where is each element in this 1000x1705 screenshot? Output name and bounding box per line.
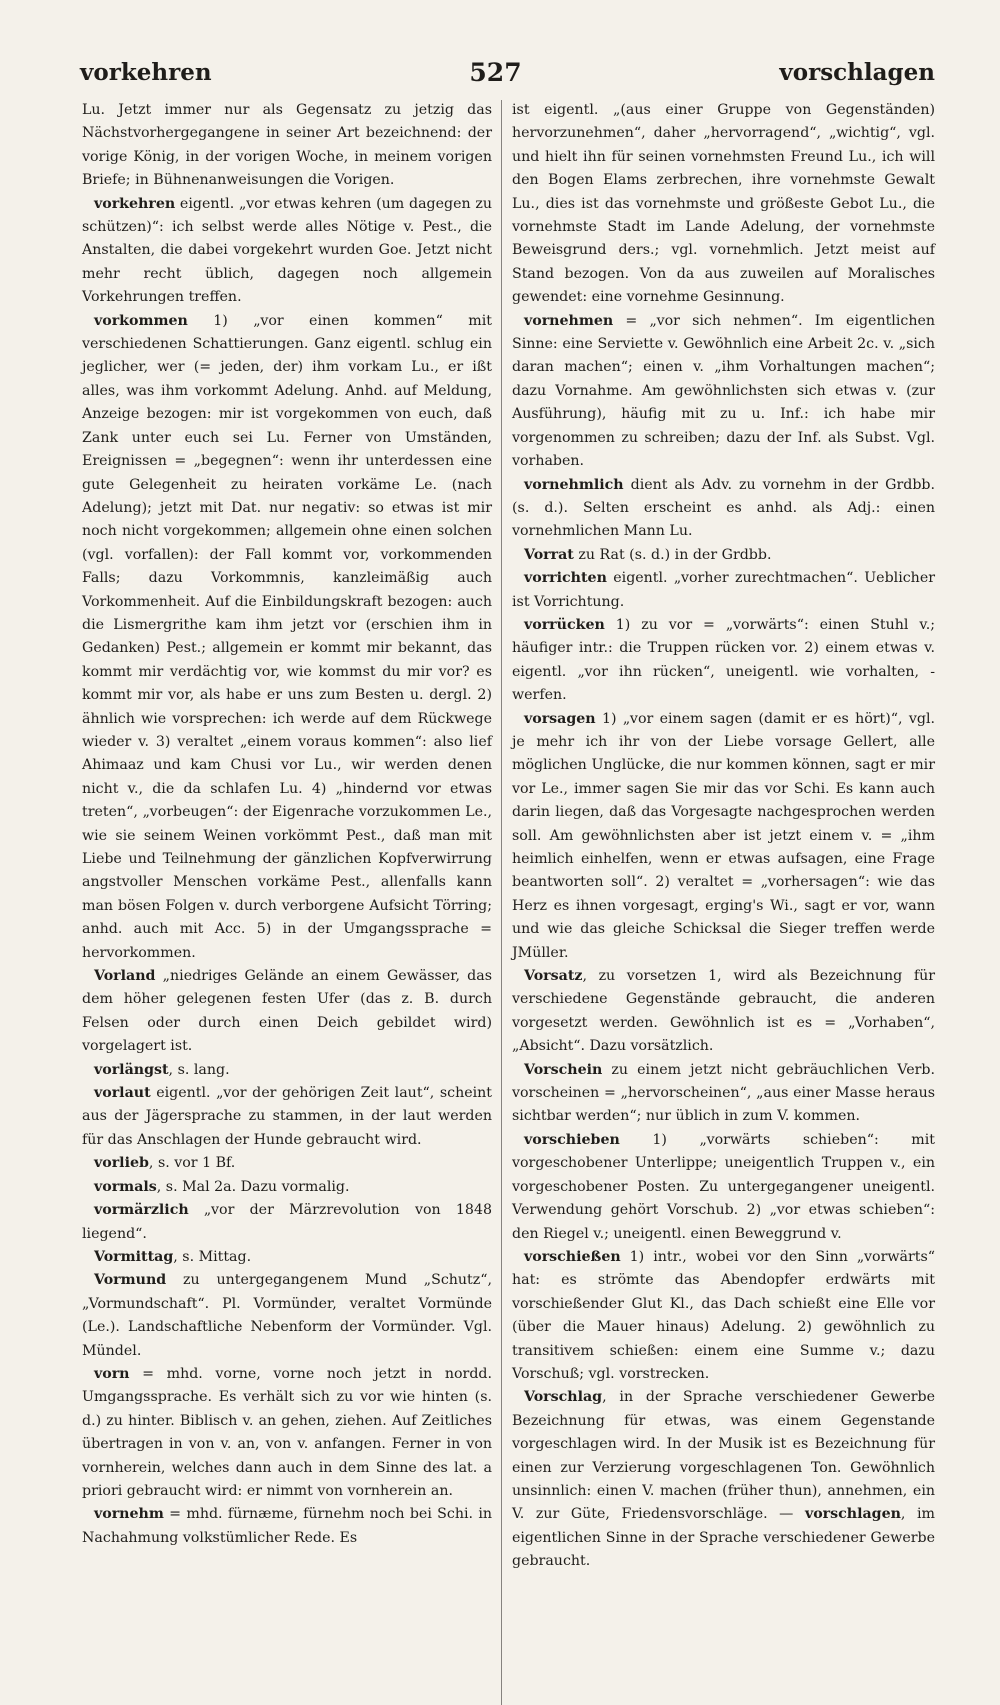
entry-lemma: vorschieben xyxy=(524,1131,620,1148)
entry-lemma: Vormund xyxy=(94,1272,167,1289)
dictionary-entry xyxy=(512,474,935,544)
dictionary-entry xyxy=(82,1152,492,1175)
dictionary-entry xyxy=(82,193,492,310)
entry-text: , s. Mal 2a. Dazu vormalig. xyxy=(156,1178,350,1195)
right-column xyxy=(512,99,935,1574)
dictionary-entry xyxy=(512,965,935,1059)
entry-text: 1) „vor einem sagen (damit er es hört)“, vgl. je mehr ich ihr von der Liebe vorsage Gellert, alle möglichen Unglücke, die nur kommen können, sagt er mir vor Le., immer sagen Sie mir das vor Schi. Es kann auch darin liegen, daß das Vorgesagte nachgesprochen werden soll. Am gewöhnlichsten aber ist jetzt einem v. = „ihm heimlich einhelfen, wenn er etwas aufsagen, eine Frage beantworten soll“. 2) veraltet = „vorhersagen“: wie das Herz es ihnen vorgesagt, erging's Wi., sagt er vor, wann und wie das gleiche Schicksal die Sieger treffen werde JMüller. xyxy=(512,710,935,961)
entry-text: zu untergegangenem Mund „Schutz“, „Vormundschaft“. Pl. Vormünder, veraltet Vormünde (Le.). Landschaftliche Nebenform der Vormünder. Vgl. Mündel. xyxy=(82,1272,492,1359)
entry-lemma: vorrücken xyxy=(524,616,605,633)
entry-lemma: Vormittag xyxy=(94,1248,174,1265)
entry-text: 1) „vorwärts schieben“: mit vorgeschobener Unterlippe; uneigentlich Truppen v., ein vorgeschobener Posten. Zu untergegangener uneigentl. Verwendung gehört Vorschub. 2) „vor etwas schieben“: den Riegel v.; uneigentl. einen Beweggrund v. xyxy=(512,1131,935,1242)
entry-lemma: vorrichten xyxy=(524,570,607,587)
entry-text: eigentl. „vorher zurechtmachen“. Ueblicher ist Vorrichtung. xyxy=(512,570,935,610)
entry-text: „vor der Märzrevolution von 1848 liegend“. xyxy=(82,1202,492,1242)
entry-text: , im eigentlichen Sinne in der Sprache verschiedener Gewerbe gebraucht. xyxy=(512,1506,935,1570)
entry-text: 1) zu vor = „vorwärts“: einen Stuhl v.; häufiger intr.: die Truppen rücken vor. 2) einem etwas v. eigentl. „vor ihn rücken“, uneigentl. wie vorhalten, -werfen. xyxy=(512,616,935,704)
entry-text: , zu vorsetzen 1, wird als Bezeichnung für verschiedene Gegenstände gebraucht, die anderen vorgesetzt werden. Gewöhnlich ist es = „Vorhaben“, „Absicht“. Dazu vorsätzlich. xyxy=(512,968,935,1055)
entry-text: = mhd. vorne, vorne noch jetzt in nordd. Umgangssprache. Es verhält sich zu vor wie hinten (s. d.) zu hinter. Biblisch v. an gehen, ziehen. Auf Zeitliches übertragen in von v. an, von v. anfangen. Ferner in von vornherein, welches dann auch in dem Sinne des lat. a priori gebraucht wird: er nimmt von vornherein an. xyxy=(82,1365,492,1499)
left-column xyxy=(82,99,492,1550)
entry-lemma: vorschießen xyxy=(524,1248,621,1265)
entry-lemma: vorlängst xyxy=(94,1061,169,1078)
entry-text: zu Rat (s. d.) in der Grdbb. xyxy=(573,546,772,563)
entry-lemma: vormals xyxy=(94,1178,157,1195)
dictionary-entry xyxy=(512,567,935,614)
dictionary-entry xyxy=(512,1246,935,1386)
dictionary-entry xyxy=(512,1059,935,1129)
left-running-headword: vorkehren xyxy=(80,58,212,86)
dictionary-entry xyxy=(82,965,492,1059)
entry-text: 1) intr., wobei vor den Sinn „vorwärts“ hat: es strömte das Abendopfer erdwärts mit vorschießender Glut Kl., das Dach schießt eine Elle vor (über die Mauer hinaus) Adelung. 2) gewöhnlich zu transitivem schießen: einem eine Summe v.; dazu Vorschuß; vgl. vorstrecken. xyxy=(512,1248,935,1382)
dictionary-entry xyxy=(82,1269,492,1363)
entry-text: eigentl. „vor etwas kehren (um dagegen zu schützen)“: ich selbst werde alles Nötige v. Pest., die Anstalten, die dabei vorgekehrt wurden Goe. Jetzt nicht mehr recht üblich, dagegen noch allgemein Vorkehrungen treffen. xyxy=(82,195,492,306)
entry-lemma: Vorschein xyxy=(524,1061,603,1078)
entry-text: , s. vor 1 Bf. xyxy=(148,1155,236,1172)
dictionary-entry xyxy=(82,1246,492,1269)
entry-lemma: vorlaut xyxy=(94,1085,151,1102)
entry-text: 1) „vor einen kommen“ mit verschiedenen Schattierungen. Ganz eigentl. schlug ein jeglicher, wer (= jeden, der) ihm vorkam Lu., er ißt alles, was ihm vorkommt Adelung. Anhd. auf Meldung, Anzeige bezogen: mir ist vorgekommen von euch, daß Zank unter euch sei Lu. Ferner von Umständen, Ereignissen = „begegnen“: wenn ihr unterdessen eine gute Gelegenheit zu heiraten vorkäme Le. (nach Adelung); jetzt mit Dat. nur negativ: so etwas ist mir noch nicht vorgekommen; allgemein ohne einen solchen (vgl. vorfallen): der Fall kommt vor, vorkommenden Falls; dazu Vorkommnis, kanzleimäßig auch Vorkommenheit. Auf die Einbildungskraft bezogen: auch die Lismergrithe kam ihm jetzt vor (erschien ihm in Gedanken) Pest.; allgemein er kommt mir bekannt, das kommt mir verdächtig vor, wie kommst du mir vor? es kommt mir vor, als habe er uns zum Besten u. dergl. 2) ähnlich wie vorsprechen: ich werde auf dem Rückwege wieder v. 3) veraltet „einem voraus kommen“: also lief Ahimaaz und kam Chusi vor Lu., wir werden denen nicht v., die da schlafen Lu. 4) „hindernd vor etwas treten“, „vorbeugen“: der Eigenrache vorzukommen Le., wie sie seinem Weinen vorkömmt Pest., daß man mit Liebe und Teilnehmung der gänzlichen Kopfverwirrung angstvoller Menschen vorkäme Pest., allenfalls kann man bösen Folgen v. durch verborgene Aufsicht Törring; anhd. auch mit Acc. 5) in der Umgangssprache = hervorkommen. xyxy=(82,312,492,961)
entry-lemma: vormärzlich xyxy=(94,1202,189,1219)
entry-lemma: vorkehren xyxy=(94,195,176,212)
entry-text: , s. Mittag. xyxy=(173,1248,252,1265)
right-running-headword: vorschlagen xyxy=(779,58,935,86)
dictionary-entry xyxy=(512,614,935,708)
dictionary-entry xyxy=(82,1059,492,1082)
entry-text: , s. lang. xyxy=(168,1061,230,1078)
entry-lemma: Vorschlag xyxy=(524,1389,603,1406)
entry-lemma: vorkommen xyxy=(94,312,188,329)
entry-text: „niedriges Gelände an einem Gewässer, das dem höher gelegenen festen Ufer (das z. B. durch Felsen oder durch einen Deich gebildet wird) vorgelagert ist. xyxy=(82,968,492,1055)
entry-lemma: vornehm xyxy=(94,1506,164,1523)
entry-lemma: vorschlagen xyxy=(804,1506,901,1523)
entry-text: Lu. Jetzt immer nur als Gegensatz zu jetzig das Nächstvorhergegangene in seiner Art bezeichnend: der vorige König, in der vorigen Woche, in meinem vorigen Briefe; in Bühnenanweisungen die Vorigen. xyxy=(82,102,492,189)
dictionary-entry xyxy=(512,1386,935,1573)
dictionary-entry xyxy=(82,310,492,965)
entry-lemma: vornehmlich xyxy=(524,476,624,493)
dictionary-entry xyxy=(82,1363,492,1503)
entry-lemma: vorn xyxy=(94,1365,130,1382)
entry-text: zu einem jetzt nicht gebräuchlichen Verb. vorscheinen = „hervorscheinen“, „aus einer Masse heraus sichtbar werden“; nur üblich in zum V. kommen. xyxy=(512,1061,935,1125)
entry-lemma: vornehmen xyxy=(524,312,614,329)
entry-lemma: vorlieb xyxy=(94,1155,149,1172)
dictionary-entry xyxy=(82,99,492,193)
entry-text: eigentl. „vor der gehörigen Zeit laut“, scheint aus der Jägersprache zu stammen, in der laut werden für das Anschlagen der Hunde gebraucht wird. xyxy=(82,1085,492,1148)
column-divider xyxy=(501,100,502,1705)
dictionary-entry xyxy=(512,1129,935,1246)
dictionary-entry xyxy=(512,99,935,310)
entry-lemma: Vorrat xyxy=(524,546,574,563)
dictionary-entry xyxy=(82,1082,492,1152)
entry-text: = „vor sich nehmen“. Im eigentlichen Sinne: eine Serviette v. Gewöhnlich eine Arbeit 2c. v. „sich daran machen“; einen v. „ihm Vorhaltungen machen“; dazu Vornahme. Am gewöhnlichsten sich etwas v. (zur Ausführung), häufig mit zu u. Inf.: ich habe mir vorgenommen zu schreiben; dazu der Inf. als Subst. Vgl. vorhaben. xyxy=(512,312,935,470)
dictionary-entry xyxy=(512,310,935,474)
entry-text: dient als Adv. zu vornehm in der Grdbb. (s. d.). Selten erscheint es anhd. als Adj.: einen vornehmlichen Mann Lu. xyxy=(512,476,935,540)
dictionary-entry xyxy=(82,1176,492,1199)
entry-lemma: vorsagen xyxy=(524,710,596,727)
entry-text: ist eigentl. „(aus einer Gruppe von Gegenständen) hervorzunehmen“, daher „hervorragend“, „wichtig“, vgl. und hielt ihn für seinen vornehmsten Freund Lu., ich will den Bogen Elams zerbrechen, ihre vornehmste Gewalt Lu., dies ist das vornehmste und größeste Gebot Lu., die vornehmste Stadt im Lande Adelung, der vornehmste Beweisgrund ders.; vgl. vornehmlich. Jetzt meist auf Stand bezogen. Von da aus zuweilen auf Moralisches gewendet: eine vornehme Gesinnung. xyxy=(512,102,935,306)
entry-lemma: Vorland xyxy=(94,968,156,985)
dictionary-entry xyxy=(82,1503,492,1550)
page-header xyxy=(80,52,935,92)
dictionary-entry xyxy=(82,1199,492,1246)
page-number: 527 xyxy=(469,57,522,87)
dictionary-entry xyxy=(512,708,935,965)
entry-text: = mhd. fürnæme, fürnehm noch bei Schi. in Nachahmung volkstümlicher Rede. Es xyxy=(82,1506,492,1546)
entry-lemma: Vorsatz xyxy=(524,968,583,985)
entry-text: , in der Sprache verschiedener Gewerbe Bezeichnung für etwas, was einem Gegenstande vorgeschlagen wird. In der Musik ist es Bezeichnung für einen zur Verzierung vorgeschlagenen Ton. Gewöhnlich unsinnlich: einen V. machen (früher thun), annehmen, ein V. zur Güte, Friedensvorschläge. — xyxy=(512,1389,935,1523)
dictionary-entry xyxy=(512,544,935,567)
